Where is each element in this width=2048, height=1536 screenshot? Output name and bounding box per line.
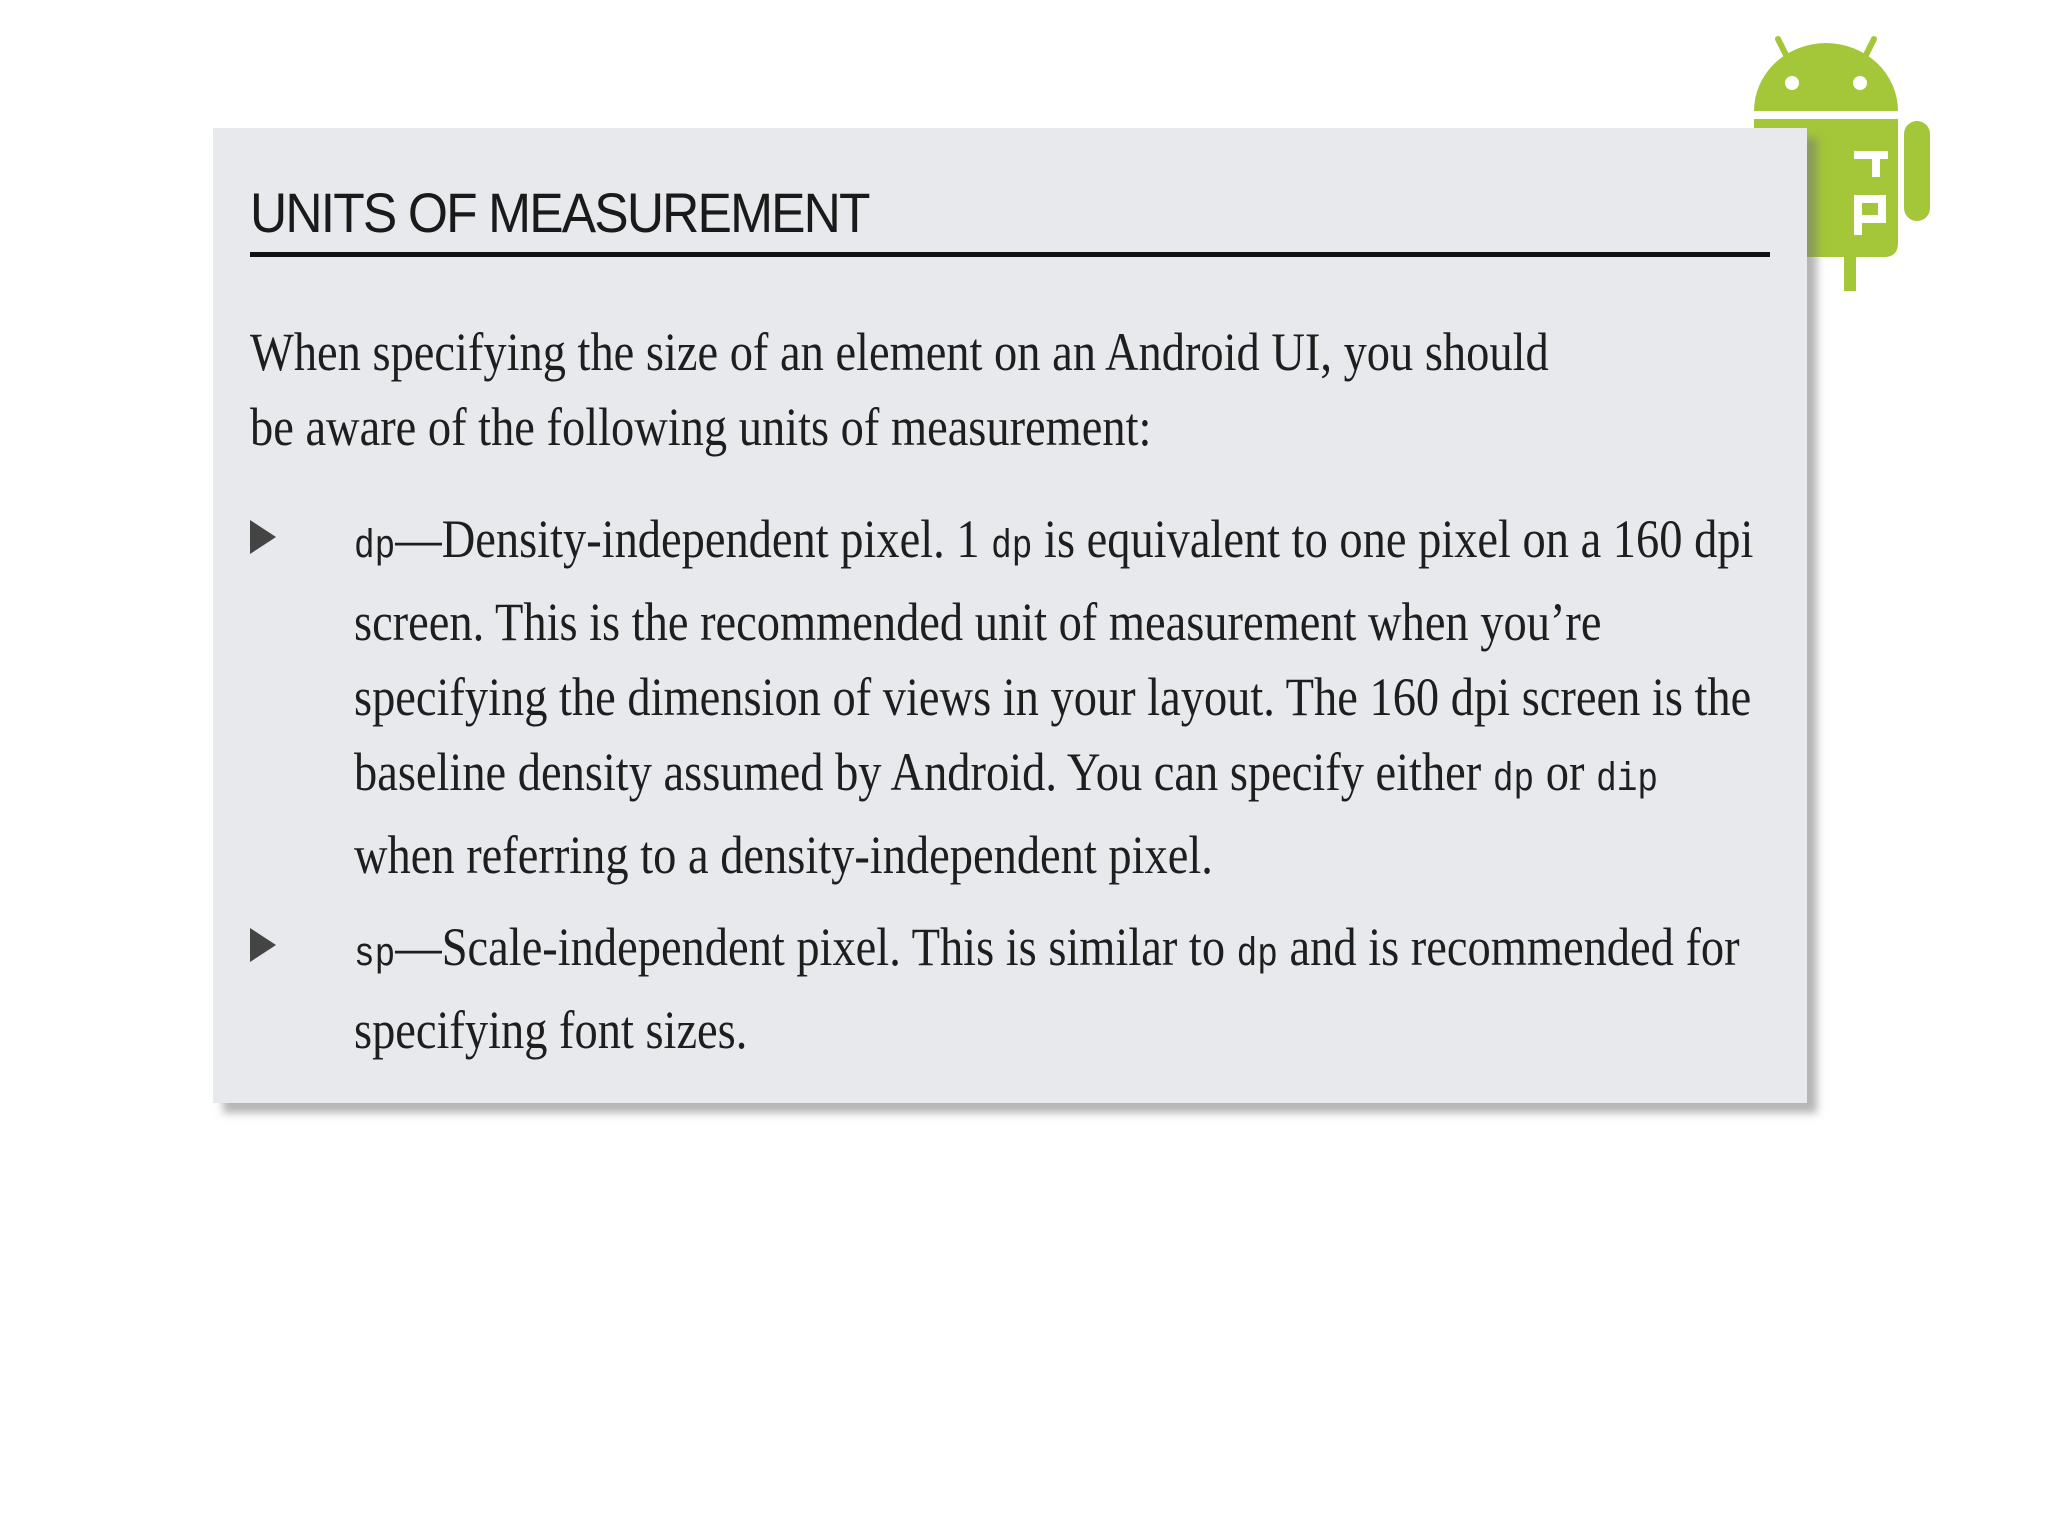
code-term: dip [1596, 758, 1659, 803]
code-term: dp [354, 525, 396, 570]
text-run: when referring to a density-independent pixel. [354, 825, 1213, 885]
code-term: sp [354, 933, 396, 978]
text-run: is equivalent to one pixel on a 160 dpi screen. This is the recommended unit of measurement when you’re specifying the dimension of views in your layout. The 160 dpi screen is the baseline density assumed by Android. You can specify either [354, 509, 1754, 802]
text-run: or [1534, 742, 1597, 802]
code-term: dp [1236, 933, 1278, 978]
text-run: —Density-independent pixel. 1 [395, 509, 992, 569]
text-run: and is recommended for specifying font sizes. [354, 917, 1740, 1060]
code-term: dp [1492, 758, 1535, 803]
bullet-list [250, 502, 1770, 1085]
code-term: dp [991, 525, 1033, 570]
text-run: —Scale-independent pixel. This is similar to [395, 917, 1237, 977]
bullet-text [354, 910, 1764, 1068]
list-item [250, 910, 1770, 1068]
sidebar-title: UNITS OF MEASUREMENT [250, 181, 869, 244]
intro-paragraph: When specifying the size of an element on an Android UI, you should be aware of the following units of measurement: [250, 322, 1549, 457]
bullet-arrow-icon [250, 928, 276, 962]
bullet-text [354, 502, 1764, 893]
sidebar-box [213, 128, 1807, 1103]
bullet-arrow-icon [250, 520, 276, 554]
list-item [250, 502, 1770, 893]
title-rule [250, 252, 1770, 257]
